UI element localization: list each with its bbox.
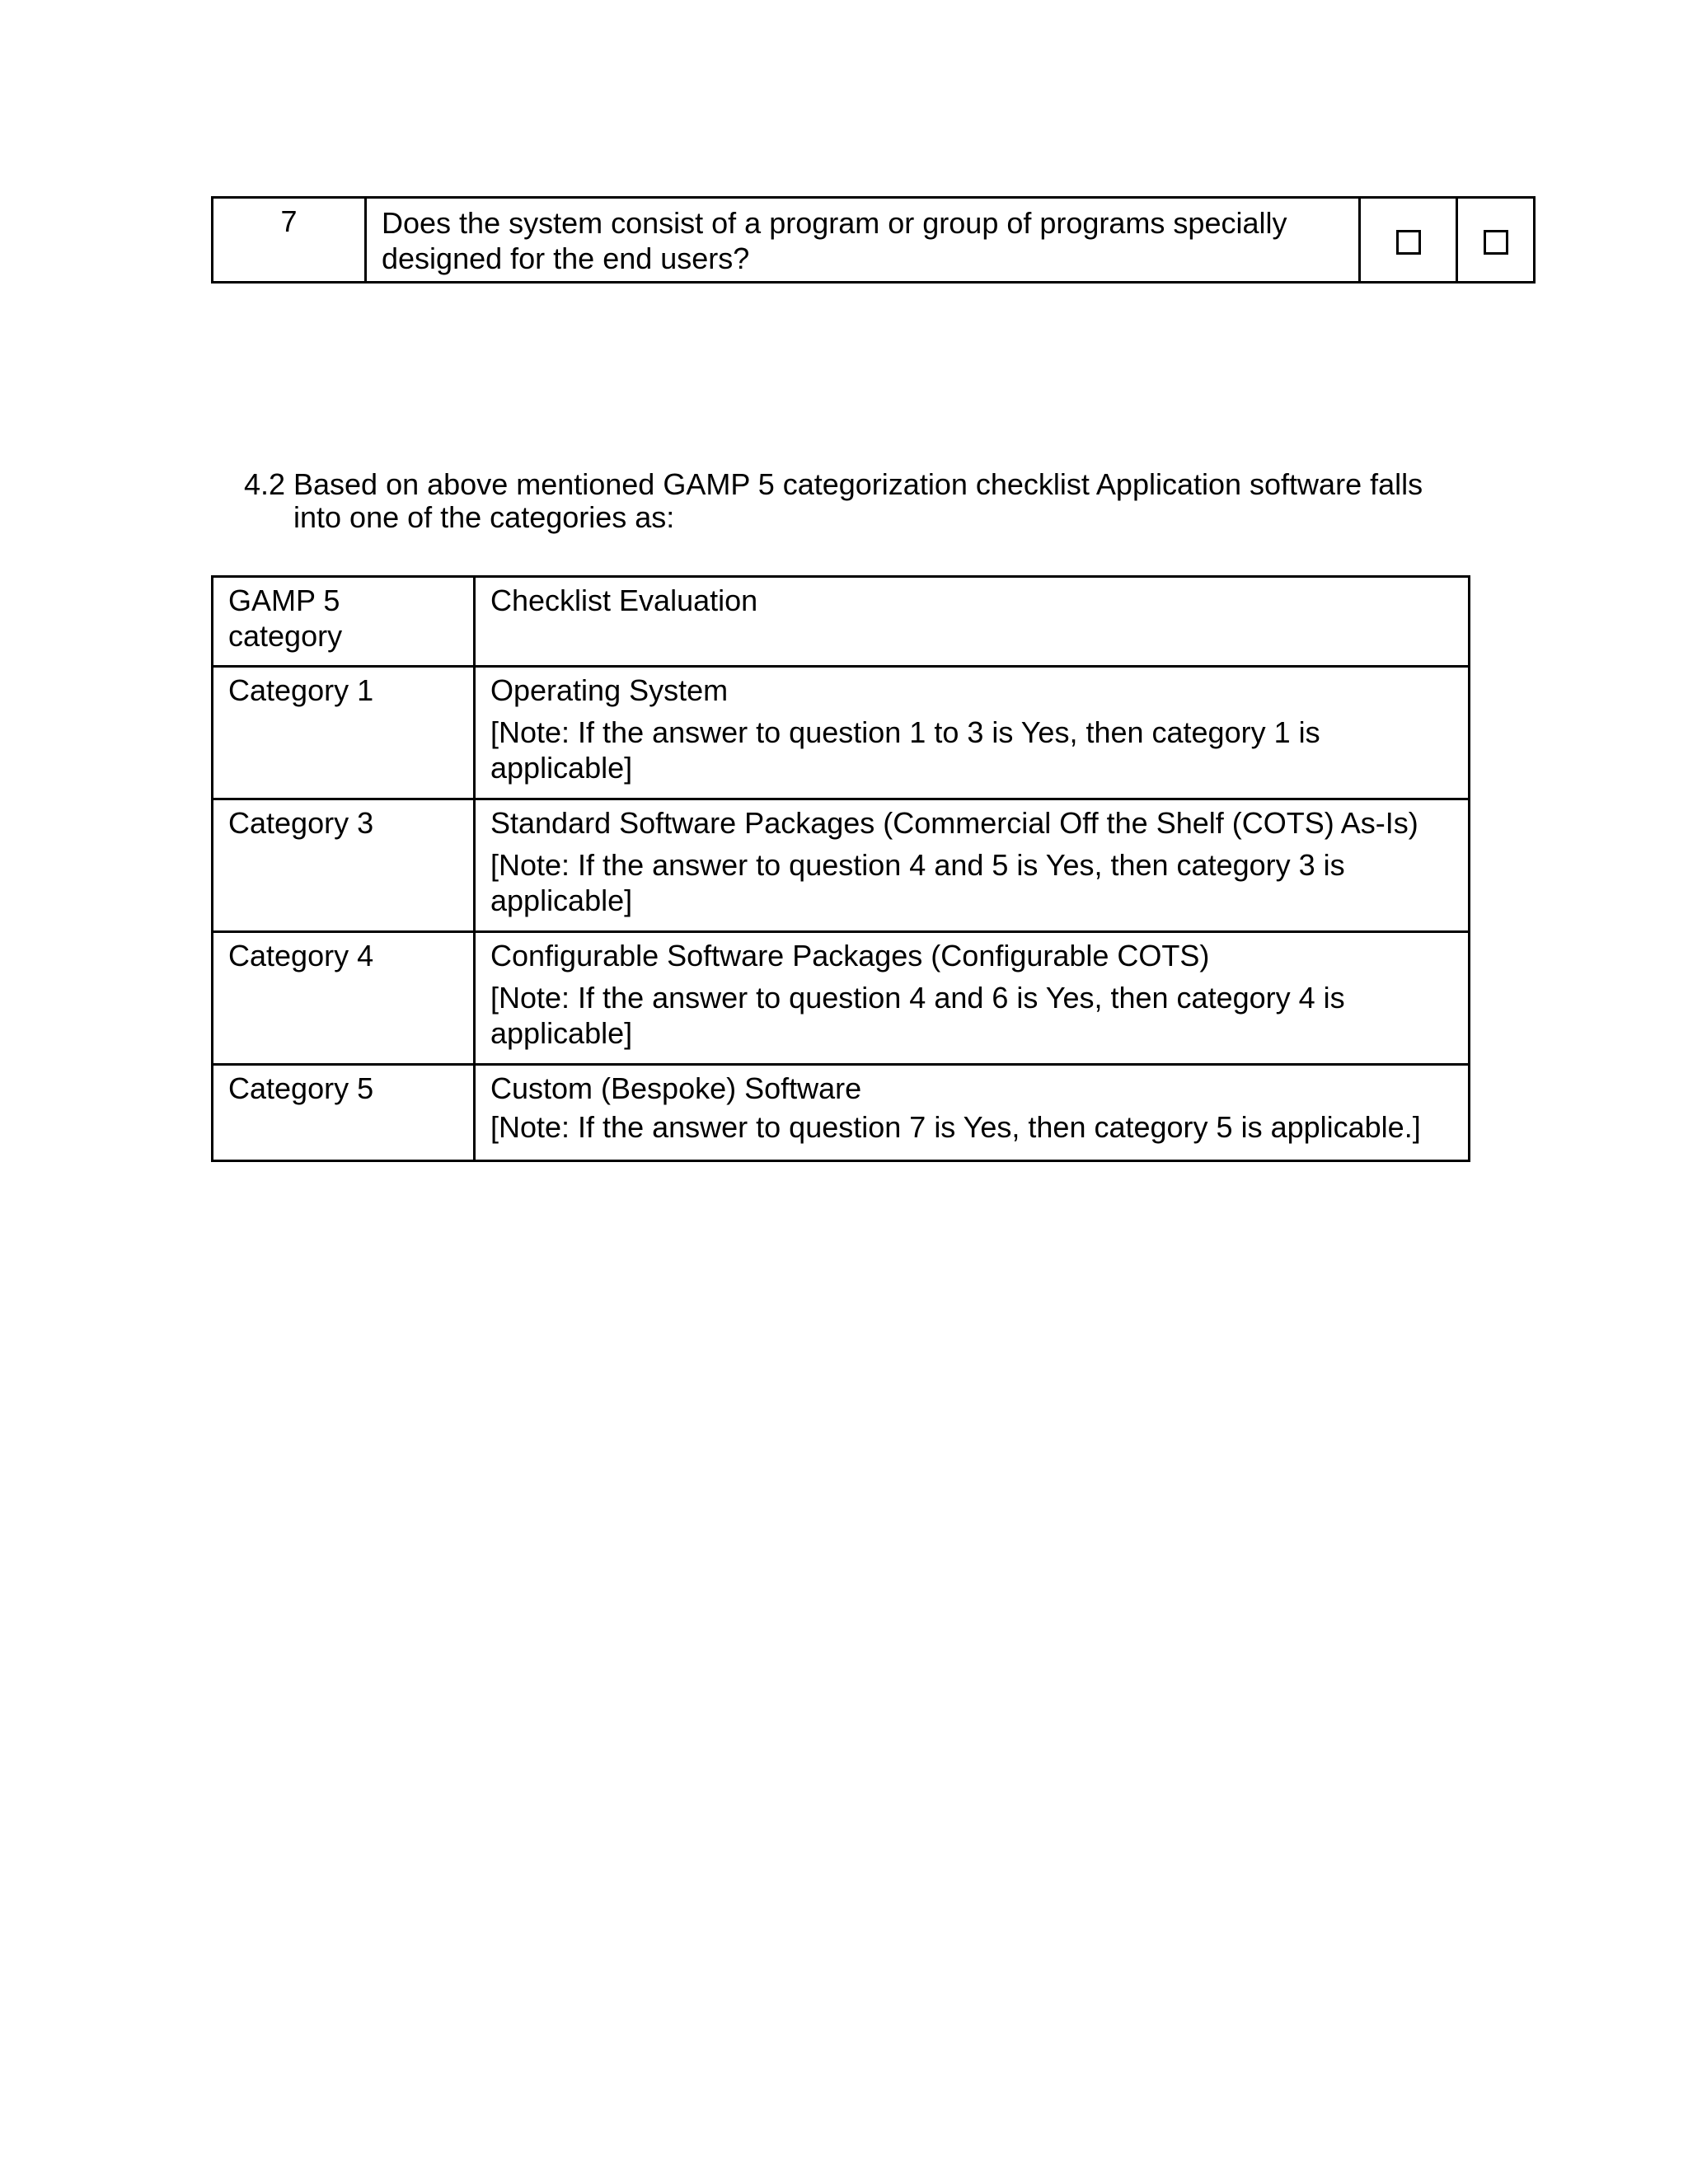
category-note: [Note: If the answer to question 4 and 6 is Yes, then category 4 is applicable] xyxy=(490,981,1345,1050)
table-row xyxy=(213,198,1535,283)
question-number: 7 xyxy=(213,198,366,283)
category-description: Operating System xyxy=(490,673,729,707)
category-description: Custom (Bespoke) Software xyxy=(490,1071,862,1105)
category-description: Standard Software Packages (Commercial Off the Shelf (COTS) As-Is) xyxy=(490,806,1418,840)
table-row xyxy=(213,799,1470,932)
category-note: [Note: If the answer to question 1 to 3 is Yes, then category 1 is applicable] xyxy=(490,715,1320,785)
question-text: Does the system consist of a program or group of programs specially designed for the end users? xyxy=(366,198,1360,283)
section-text-line2: into one of the categories as: xyxy=(293,500,675,534)
yes-checkbox[interactable] xyxy=(1396,230,1421,255)
category-table xyxy=(211,575,1470,1162)
checklist-question-table xyxy=(211,196,1536,284)
category-cell: Category 4 xyxy=(213,932,475,1065)
header-category: GAMP 5 category xyxy=(213,577,475,667)
evaluation-cell xyxy=(475,799,1470,932)
category-note: [Note: If the answer to question 4 and 5 is Yes, then category 3 is applicable] xyxy=(490,848,1345,917)
no-cell xyxy=(1457,198,1535,283)
section-text-line1: Based on above mentioned GAMP 5 categorization checklist Application software falls xyxy=(293,467,1423,501)
header-evaluation: Checklist Evaluation xyxy=(475,577,1470,667)
table-header-row xyxy=(213,577,1470,667)
table-row xyxy=(213,667,1470,799)
category-note: [Note: If the answer to question 7 is Yes, then category 5 is applicable.] xyxy=(490,1110,1421,1144)
category-cell: Category 5 xyxy=(213,1065,475,1161)
table-row xyxy=(213,932,1470,1065)
category-cell: Category 1 xyxy=(213,667,475,799)
evaluation-cell xyxy=(475,932,1470,1065)
evaluation-cell xyxy=(475,1065,1470,1161)
yes-cell xyxy=(1360,198,1457,283)
section-paragraph xyxy=(244,468,1464,534)
category-description: Configurable Software Packages (Configurable COTS) xyxy=(490,939,1210,972)
table-row xyxy=(213,1065,1470,1161)
evaluation-cell xyxy=(475,667,1470,799)
no-checkbox[interactable] xyxy=(1484,230,1508,255)
category-cell: Category 3 xyxy=(213,799,475,932)
section-number: 4.2 xyxy=(244,467,286,501)
